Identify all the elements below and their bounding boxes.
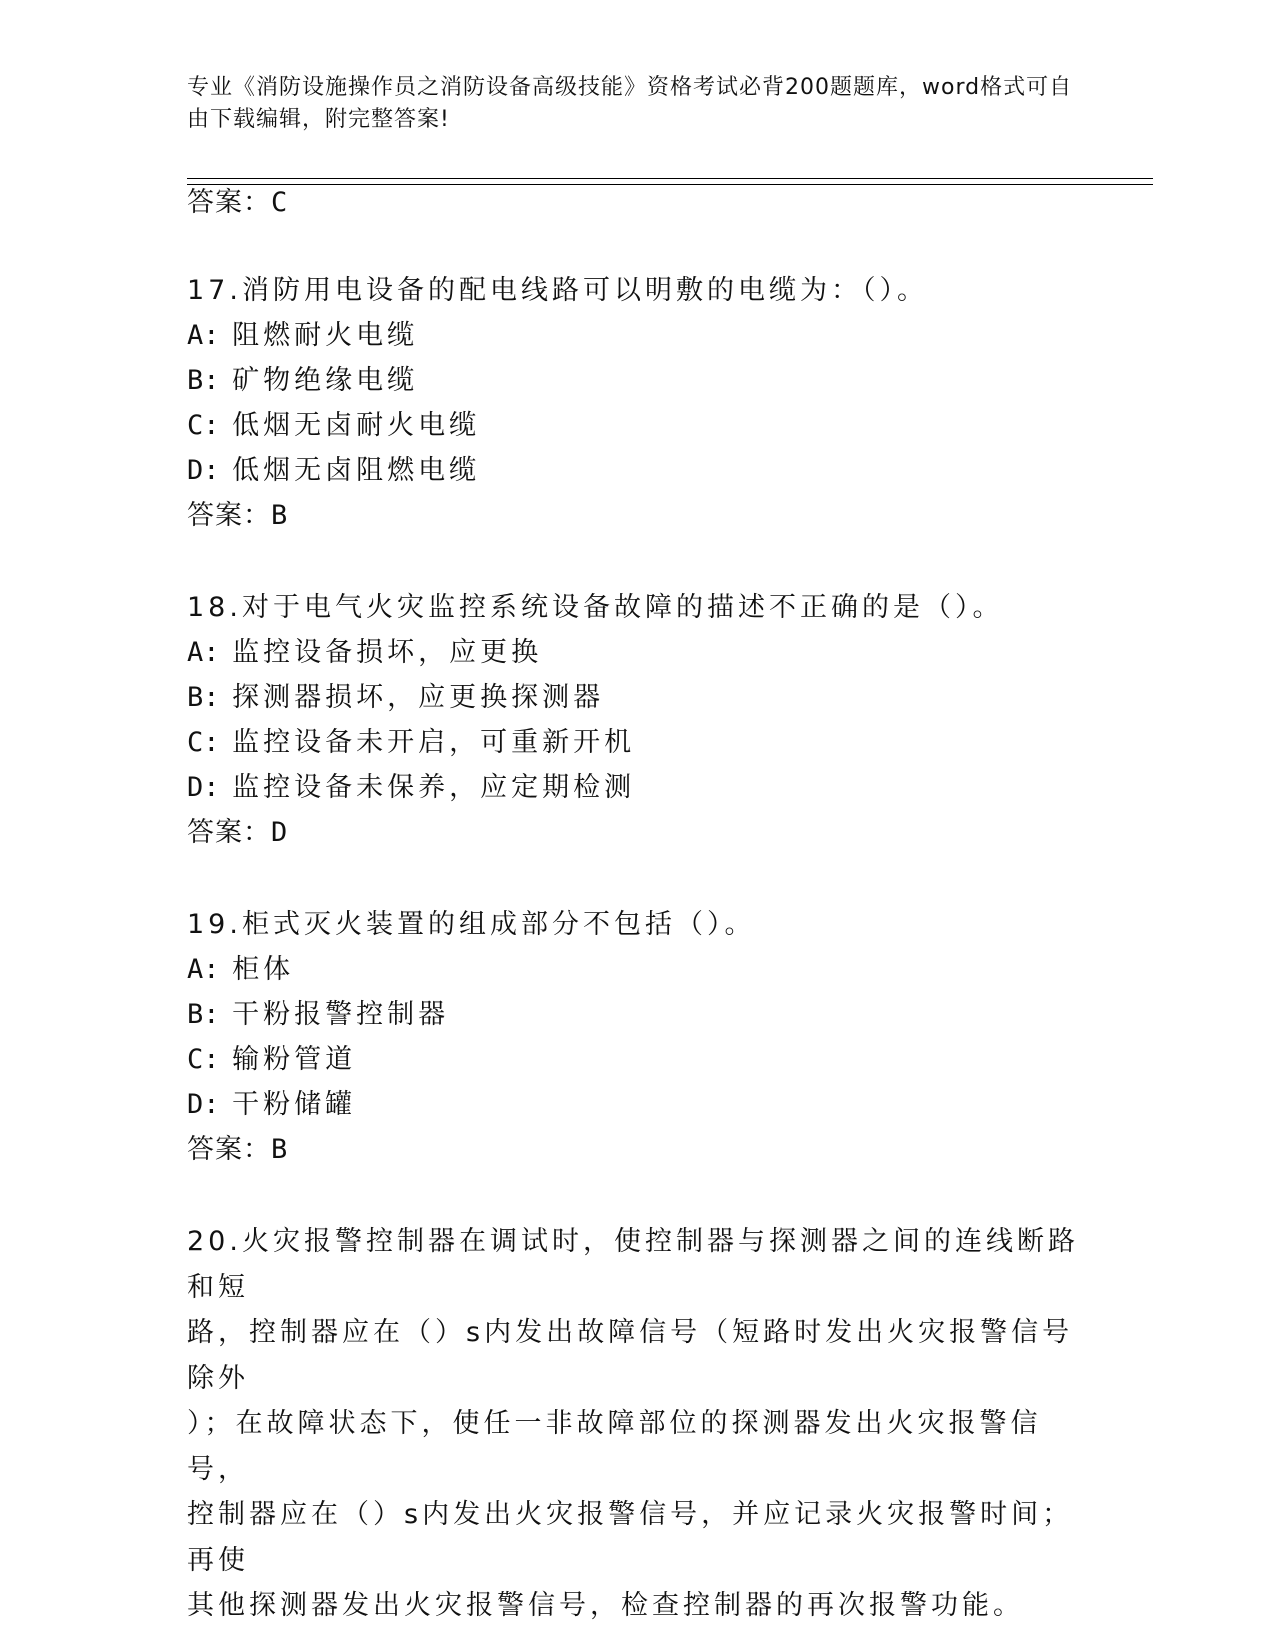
option-key: C: xyxy=(187,727,220,758)
question-stem-line: 路，控制器应在（）s内发出故障信号（短路时发出火灾报警信号除外 xyxy=(187,1317,1074,1394)
option-c xyxy=(187,1037,1087,1082)
header-text: 专业《消防设施操作员之消防设备高级技能》资格考试必背200题题库，word格式可自由下载编辑，附完整答案! xyxy=(187,75,1073,132)
answer-label: 答案： xyxy=(187,817,271,848)
option-text: 柜体 xyxy=(232,954,295,985)
question-20 xyxy=(187,1219,1087,1629)
question-stem: 17.消防用电设备的配电线路可以明敷的电缆为：（）。 xyxy=(187,275,928,306)
document-header xyxy=(187,72,1087,136)
question-18 xyxy=(187,585,1087,855)
answer-label: 答案： xyxy=(187,187,271,218)
previous-question-answer xyxy=(187,185,288,221)
option-key: A: xyxy=(187,637,220,668)
question-stem-line: 控制器应在（）s内发出火灾报警信号，并应记录火灾报警时间；再使 xyxy=(187,1499,1074,1576)
option-text: 矿物绝缘电缆 xyxy=(232,365,419,396)
option-text: 监控设备未开启，可重新开机 xyxy=(232,727,636,758)
option-text: 低烟无卤耐火电缆 xyxy=(232,410,481,441)
option-key: B: xyxy=(187,365,220,396)
header-divider-bottom xyxy=(187,184,1153,185)
question-answer xyxy=(187,810,1087,855)
option-text: 监控设备未保养，应定期检测 xyxy=(232,772,636,803)
option-b xyxy=(187,992,1087,1037)
option-key: D: xyxy=(187,772,220,803)
option-a xyxy=(187,630,1087,675)
option-text: 输粉管道 xyxy=(232,1044,357,1075)
question-17 xyxy=(187,268,1087,538)
option-key: D: xyxy=(187,455,220,486)
answer-value: D xyxy=(271,817,289,848)
option-c xyxy=(187,720,1087,765)
answer-label: 答案： xyxy=(187,1134,271,1165)
question-stem: 18.对于电气火灾监控系统设备故障的描述不正确的是（）。 xyxy=(187,592,1004,623)
option-text: 阻燃耐火电缆 xyxy=(232,320,419,351)
question-19 xyxy=(187,902,1087,1172)
option-c xyxy=(187,403,1087,448)
option-d xyxy=(187,1082,1087,1127)
option-text: 监控设备损坏，应更换 xyxy=(232,637,543,668)
question-answer xyxy=(187,493,1087,538)
option-d xyxy=(187,448,1087,493)
option-a xyxy=(187,947,1087,992)
option-a xyxy=(187,313,1087,358)
question-stem-line: 其他探测器发出火灾报警信号，检查控制器的再次报警功能。 xyxy=(187,1590,1024,1621)
option-text: 干粉储罐 xyxy=(232,1089,357,1120)
question-answer xyxy=(187,1127,1087,1172)
option-key: A: xyxy=(187,954,220,985)
option-key: C: xyxy=(187,410,220,441)
option-text: 干粉报警控制器 xyxy=(232,999,450,1030)
answer-value: B xyxy=(271,500,289,531)
question-stem-line: 20.火灾报警控制器在调试时，使控制器与探测器之间的连线断路和短 xyxy=(187,1226,1079,1303)
option-key: C: xyxy=(187,1044,220,1075)
question-stem-line: ）；在故障状态下，使任一非故障部位的探测器发出火灾报警信号， xyxy=(187,1408,1042,1485)
option-b xyxy=(187,358,1087,403)
answer-value: C xyxy=(271,187,289,218)
option-b xyxy=(187,675,1087,720)
answer-label: 答案： xyxy=(187,500,271,531)
option-key: A: xyxy=(187,320,220,351)
answer-value: B xyxy=(271,1134,289,1165)
question-stem: 19.柜式灭火装置的组成部分不包括（）。 xyxy=(187,909,756,940)
option-text: 低烟无卤阻燃电缆 xyxy=(232,455,481,486)
option-key: D: xyxy=(187,1089,220,1120)
option-text: 探测器损坏，应更换探测器 xyxy=(232,682,605,713)
header-divider-top xyxy=(187,178,1153,179)
option-d xyxy=(187,765,1087,810)
option-key: B: xyxy=(187,682,220,713)
option-key: B: xyxy=(187,999,220,1030)
